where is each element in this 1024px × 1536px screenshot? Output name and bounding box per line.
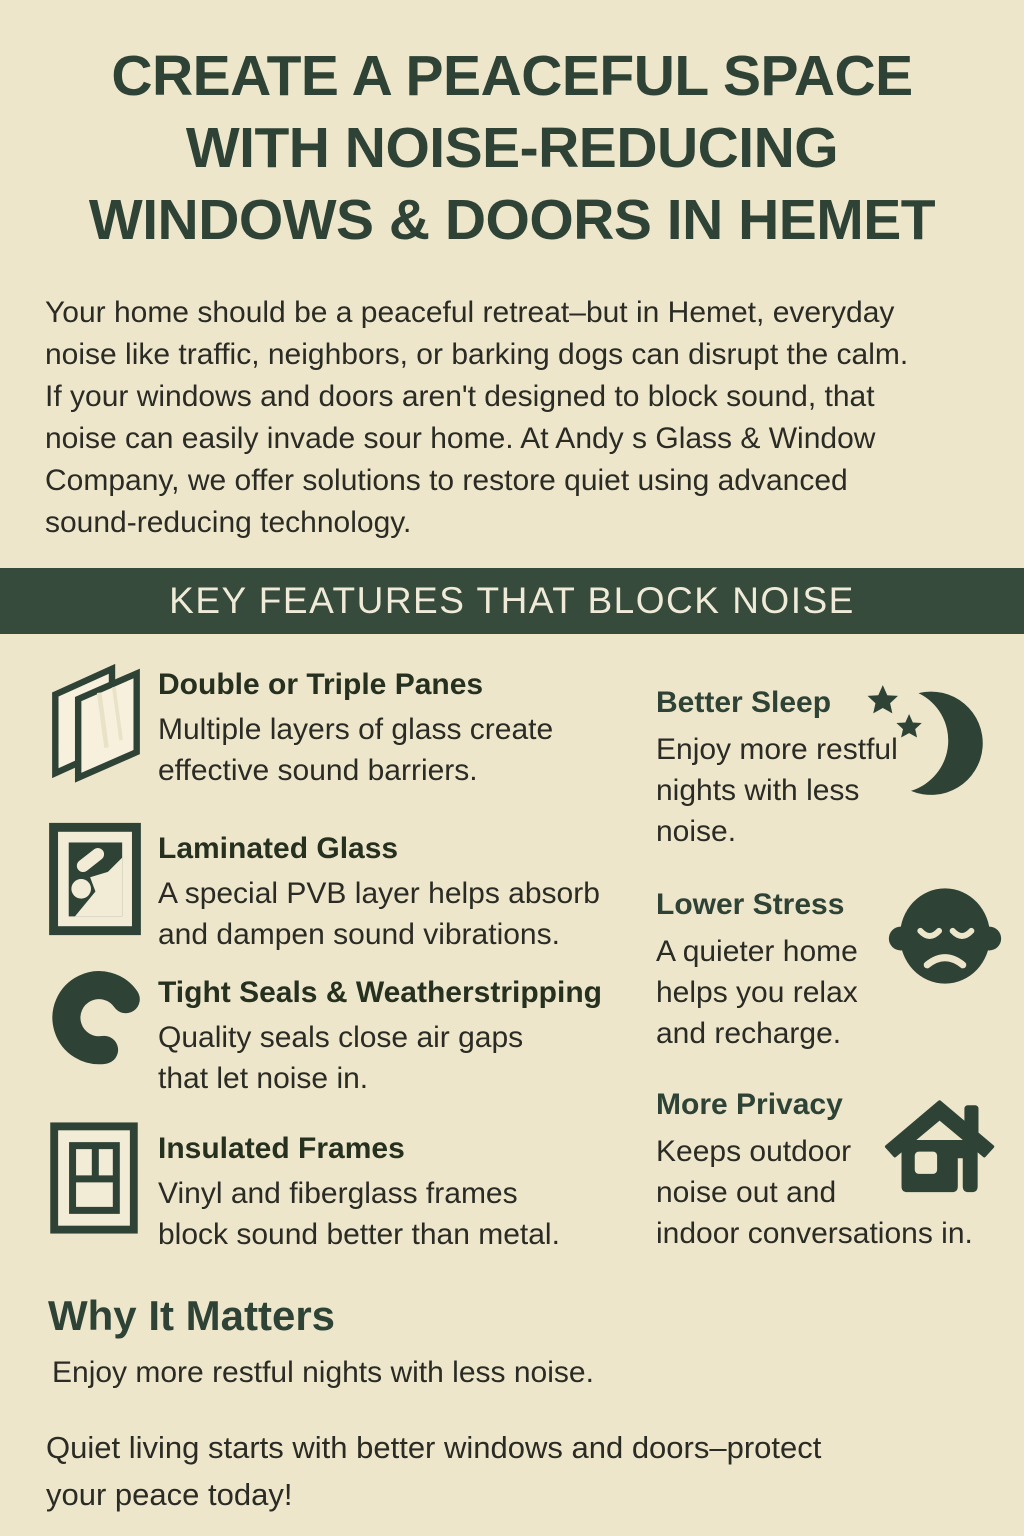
feature-insulated-frames — [48, 1122, 560, 1255]
closing-text: Quiet living starts with better windows and doors–protect your peace today! — [46, 1430, 822, 1512]
benefit-lower-stress — [656, 888, 858, 1054]
feature-description: Quality seals close air gaps that let noise in. — [158, 1021, 524, 1095]
benefit-description: Enjoy more restful nights with less noise. — [656, 733, 898, 848]
benefit-description: A quieter home helps you relax and recharge. — [656, 935, 858, 1050]
feature-tight-seals — [48, 966, 602, 1099]
benefit-title: Better Sleep — [656, 686, 832, 719]
banner-label: KEY FEATURES THAT BLOCK NOISE — [169, 580, 855, 621]
feature-title: Insulated Frames — [158, 1132, 405, 1165]
seal-gasket-icon — [48, 966, 158, 1079]
feature-laminated-glass — [48, 822, 600, 955]
feature-title: Tight Seals & Weatherstripping — [158, 976, 602, 1009]
feature-description: Multiple layers of glass create effective sound barriers. — [158, 713, 554, 787]
feature-double-panes — [48, 658, 553, 791]
feature-title: Double or Triple Panes — [158, 668, 484, 701]
why-it-matters-heading: Why It Matters — [48, 1292, 336, 1339]
benefit-title: Lower Stress — [656, 888, 845, 921]
intro-paragraph: Your home should be a peaceful retreat–but in Hemet, everyday noise like traffic, neighbors, or barking dogs can disrupt the calm. If your windows and doors aren't designed to block sound, that noise can easily invade sour home. At Andy s Glass & Window Company, we offer solutions to restore quiet using advanced sound-reducing technology. — [45, 296, 909, 539]
section-banner — [0, 568, 1024, 634]
benefit-title: More Privacy — [656, 1088, 843, 1121]
page-title: CREATE A PEACEFUL SPACE WITH NOISE-REDUCING WINDOWS & DOORS IN HEMET — [88, 44, 936, 252]
crescent-moon-icon — [860, 680, 992, 809]
feature-title: Laminated Glass — [158, 832, 399, 865]
double-pane-icon — [48, 658, 158, 789]
house-icon — [880, 1092, 1000, 1217]
laminated-glass-icon — [48, 822, 158, 941]
why-it-matters-text: Enjoy more restful nights with less noise. — [52, 1356, 594, 1389]
sad-face-icon — [888, 884, 1002, 993]
window-frame-icon — [48, 1122, 158, 1239]
benefit-description: Keeps outdoor noise out and indoor conversations in. — [656, 1135, 973, 1250]
feature-description: Vinyl and fiberglass frames block sound better than metal. — [158, 1177, 560, 1251]
feature-description: A special PVB layer helps absorb and dampen sound vibrations. — [158, 877, 600, 951]
